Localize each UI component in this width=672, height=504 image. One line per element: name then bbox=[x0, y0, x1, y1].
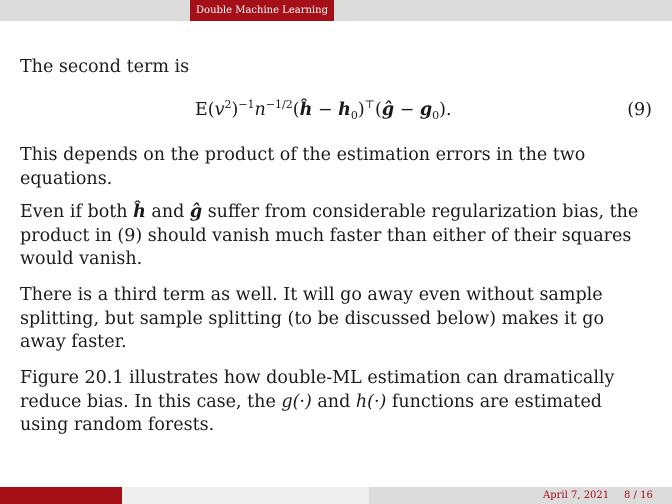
figure-text-start: Figure 20.1 illustrates how double-ML estimation can dramatically reduce bias. In this case, the bbox=[20, 368, 615, 412]
equation-9: $E(v^2)^{-1}n^{-1/2}(ĥ$ − $h_0)^⊤(ĝ - g_0)$. bbox=[195, 98, 452, 122]
header-left-segment bbox=[0, 0, 190, 21]
regularization-text-end: suffer from considerable regularization bias, the product in (9) should vanish much faster than either of their squares would vanish. bbox=[20, 202, 639, 269]
h-hat-symbol: ĥ bbox=[133, 202, 146, 222]
equation-number: (9) bbox=[627, 100, 652, 120]
figure-paragraph bbox=[20, 367, 650, 438]
footer-date: April 7, 2021 bbox=[543, 490, 610, 501]
intro-text: The second term is bbox=[20, 57, 190, 77]
header-bar bbox=[0, 0, 672, 21]
figure-text-middle: and bbox=[311, 391, 356, 412]
regularization-text-start: Even if both bbox=[20, 202, 134, 222]
page-number: 8 / 16 bbox=[624, 490, 653, 501]
regularization-text-middle: and bbox=[145, 202, 190, 222]
footer-accent-segment bbox=[0, 487, 122, 504]
g-function: g(·) bbox=[281, 391, 312, 412]
footer-bar bbox=[0, 487, 672, 504]
third-term-paragraph: There is a third term as well. It will go away even without sample splitting, but sample splitting (to be discussed below) makes it go away faster. bbox=[20, 285, 605, 352]
h-function: h(·) bbox=[355, 391, 387, 412]
product-paragraph: This depends on the product of the estimation errors in the two equations. bbox=[20, 145, 586, 189]
section-title: Double Machine Learning bbox=[190, 0, 334, 21]
figure-text-end: functions are estimated using random forests. bbox=[20, 391, 603, 435]
equation-row bbox=[20, 96, 652, 124]
header-right-segment bbox=[334, 0, 672, 21]
g-hat-symbol: ĝ bbox=[189, 202, 203, 222]
footer-light-segment bbox=[122, 487, 369, 504]
regularization-paragraph bbox=[20, 201, 650, 272]
